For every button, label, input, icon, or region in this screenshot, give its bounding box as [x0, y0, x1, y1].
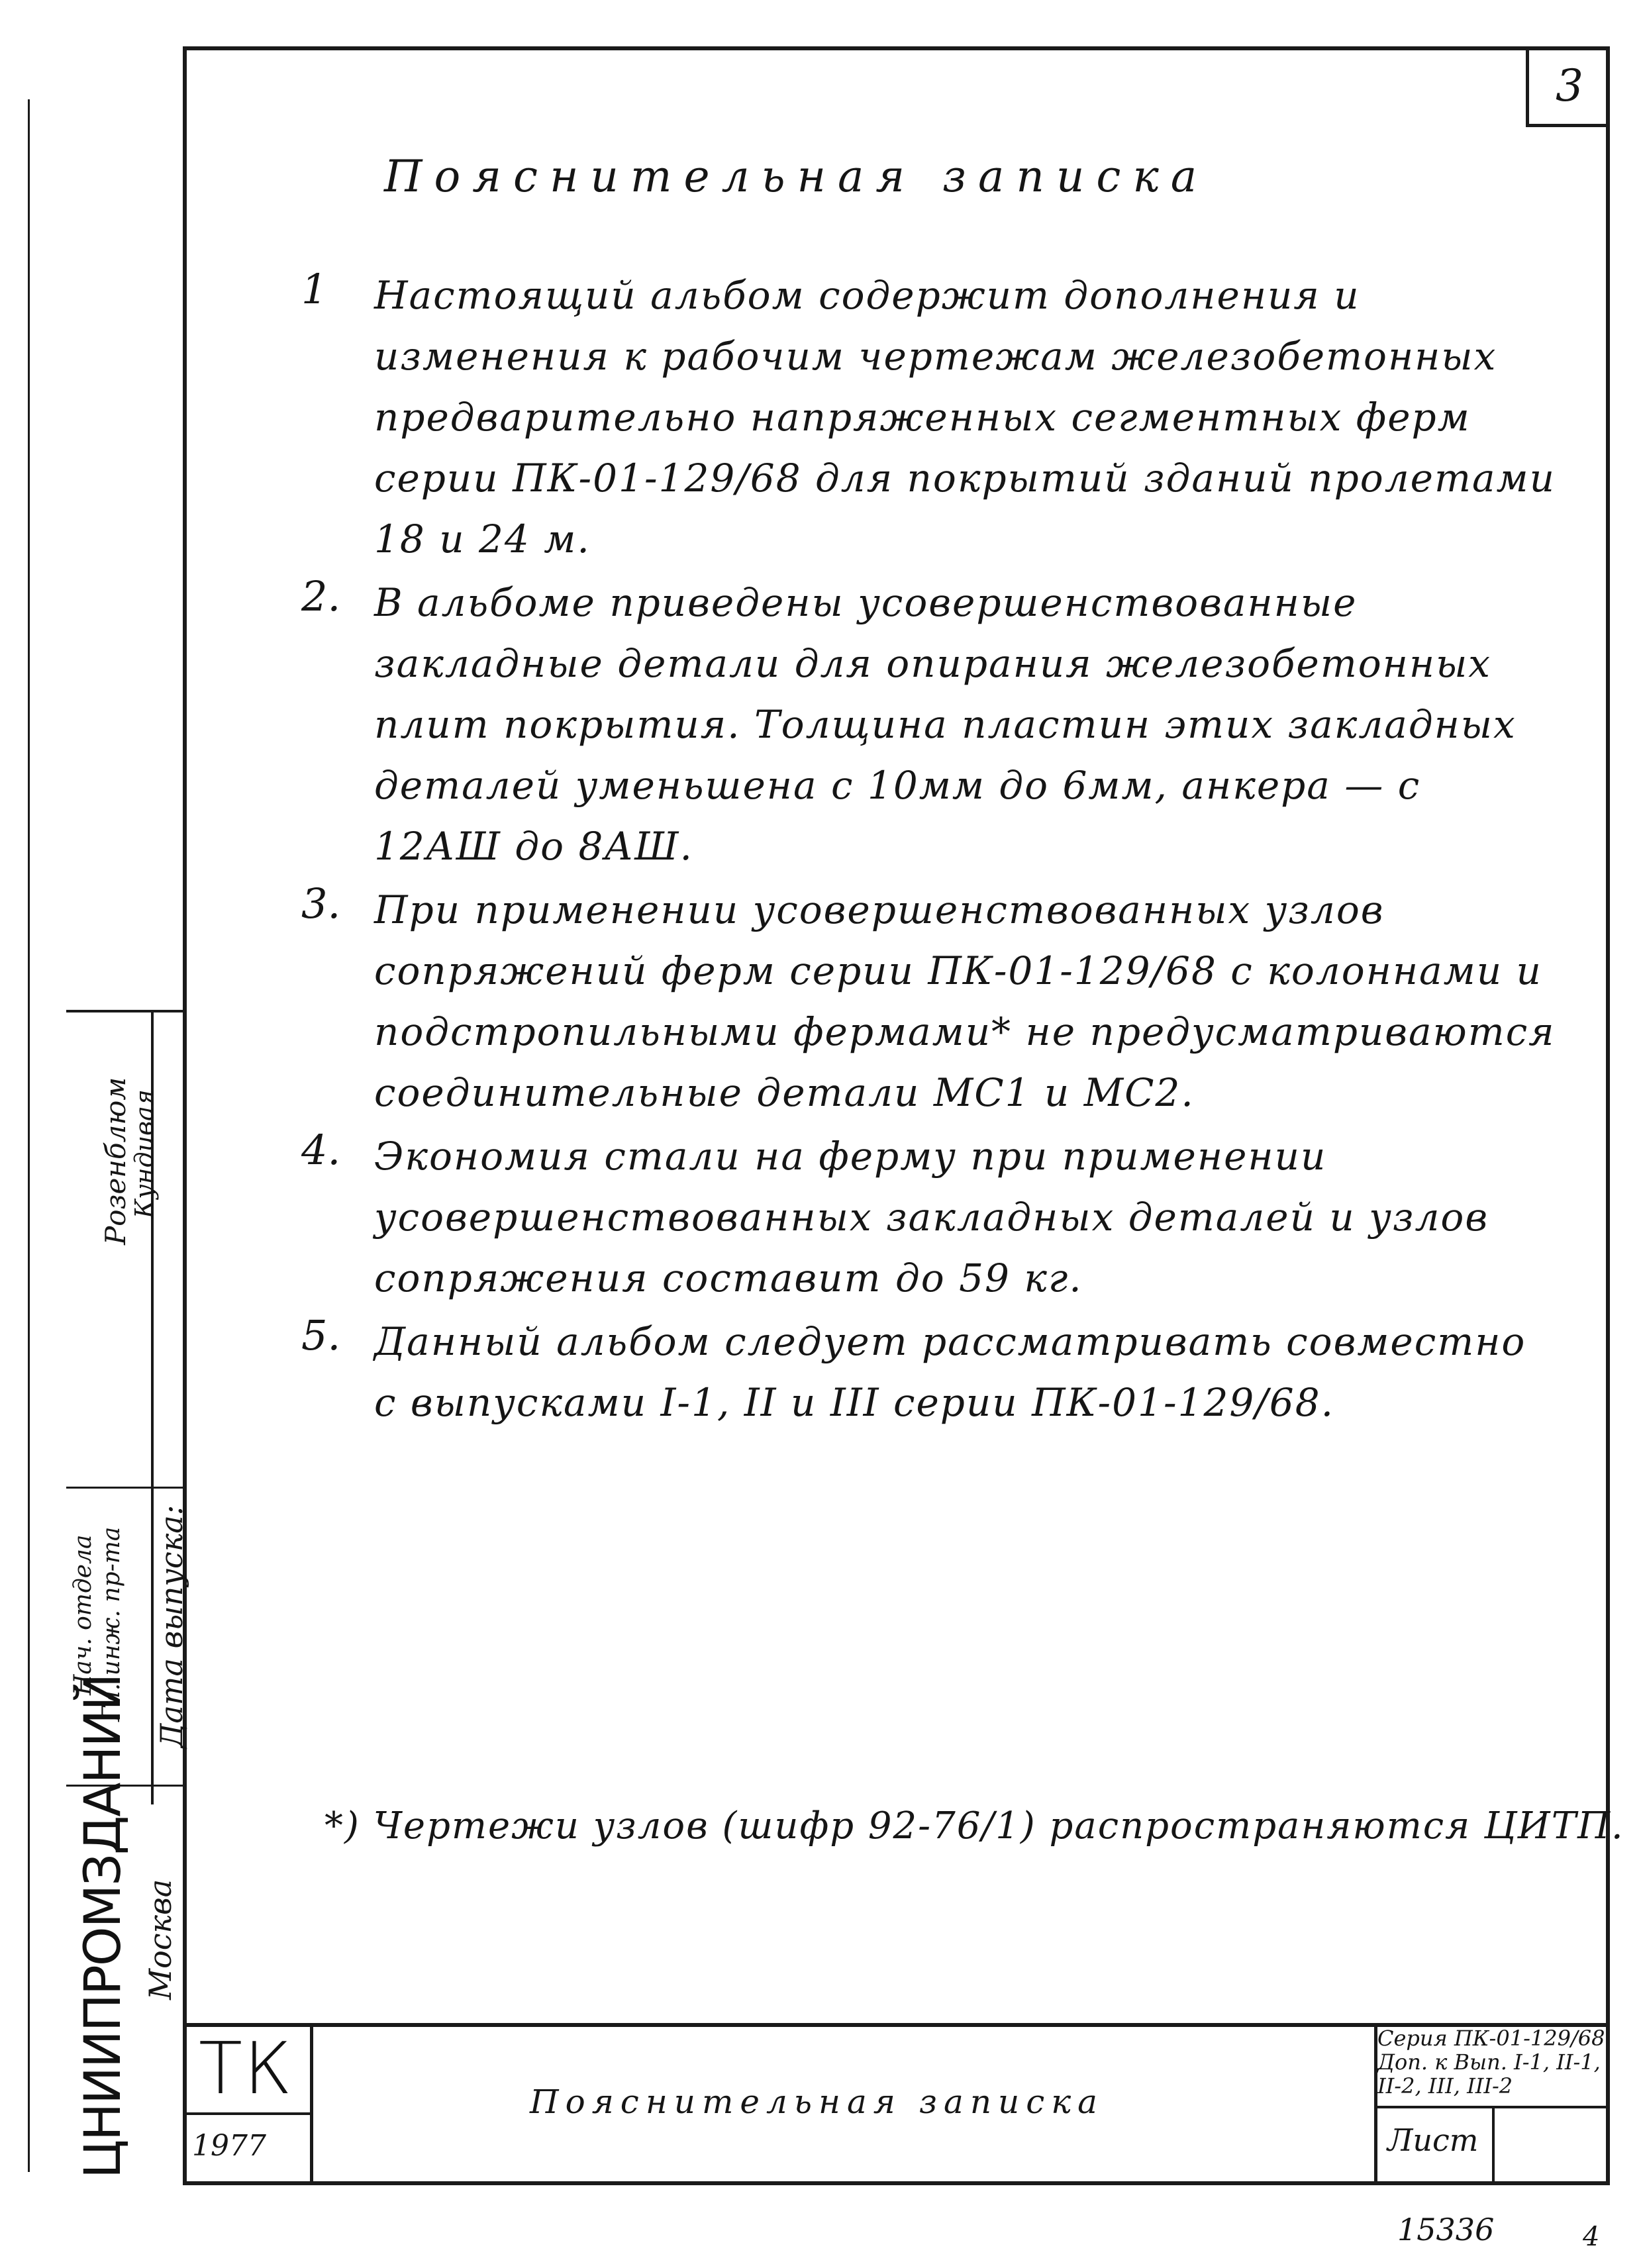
release-date-label: Дата выпуска: [154, 1504, 189, 1748]
left-margin-line [28, 99, 30, 2172]
sheet-label: Лист [1387, 2122, 1479, 2158]
title-block-rule [183, 2112, 312, 2115]
side-strip-mid-rule [66, 1487, 185, 1489]
year: 1977 [192, 2129, 266, 2163]
note-text: При применении усовершенствованных узлов сопряжений ферм серии ПК-01-129/68 с колоннами и подстропильными фермами* не предусматриваются соединительные детали МС1 и МС2. [374, 887, 1556, 1115]
title-block-title: Пояснительная записка [530, 2083, 1104, 2121]
note-item [301, 879, 1560, 1123]
page-title: Пояснительная записка [384, 151, 1209, 202]
sheet-number-text: 3 [1556, 60, 1583, 111]
note-item [301, 1311, 1560, 1433]
note-number: 4. [301, 1126, 341, 1174]
note-item [301, 572, 1560, 877]
sheet-number [1526, 48, 1610, 127]
side-role-1: Нач. отдела [70, 1534, 97, 1695]
note-number: 1 [301, 265, 328, 313]
side-name-1: Розенблюм [99, 1077, 132, 1245]
note-number: 2. [301, 572, 341, 620]
side-strip-top-rule [66, 1010, 185, 1012]
note-text: Настоящий альбом содержит дополнения и изменения к рабочим чертежам железобетонных предварительно напряженных сегментных ферм серии ПК-01-129/68 для покрытий зданий пролетами 18 и 24 м. [374, 273, 1556, 562]
title-block-divider [310, 2023, 313, 2185]
note-text: Данный альбом следует рассматривать совместно с выпусками I-1, II и III серии ПК-01-129/68. [374, 1319, 1526, 1425]
tk-code: ТК [199, 2028, 293, 2110]
org-name: ЦНИИПРОМЗДАНИЙ [73, 1674, 132, 2179]
note-text: Экономия стали на ферму при применении усовершенствованных закладных деталей и узлов сопряжения составит до 59 кг. [374, 1134, 1489, 1301]
note-items [301, 265, 1560, 1436]
note-item [301, 1126, 1560, 1308]
footnote: *) Чертежи узлов (шифр 92-76/1) распространяются ЦИТП. [324, 1804, 1624, 1848]
note-number: 3. [301, 879, 341, 928]
city-name: Москва [142, 1879, 178, 2000]
note-number: 5. [301, 1311, 341, 1359]
side-role-2: Гл. инж. пр-та [98, 1526, 125, 1722]
side-name-2: Кундивая [130, 1089, 159, 1218]
title-block-divider [1492, 2106, 1495, 2185]
corner-mark: 4 [1583, 2222, 1600, 2252]
inventory-number: 15336 [1397, 2212, 1495, 2247]
note-text: В альбоме приведены усовершенствованные закладные детали для опирания железобетонных плит покрытия. Толщина пластин этих закладных деталей уменьшена с 10мм до 6мм, анкера — с 12АШ до 8АШ. [374, 580, 1517, 869]
note-item [301, 265, 1560, 569]
series-designation: Серия ПК-01-129/68 Доп. к Вып. I-1, II-1, II-2, III, III-2 [1377, 2026, 1605, 2098]
